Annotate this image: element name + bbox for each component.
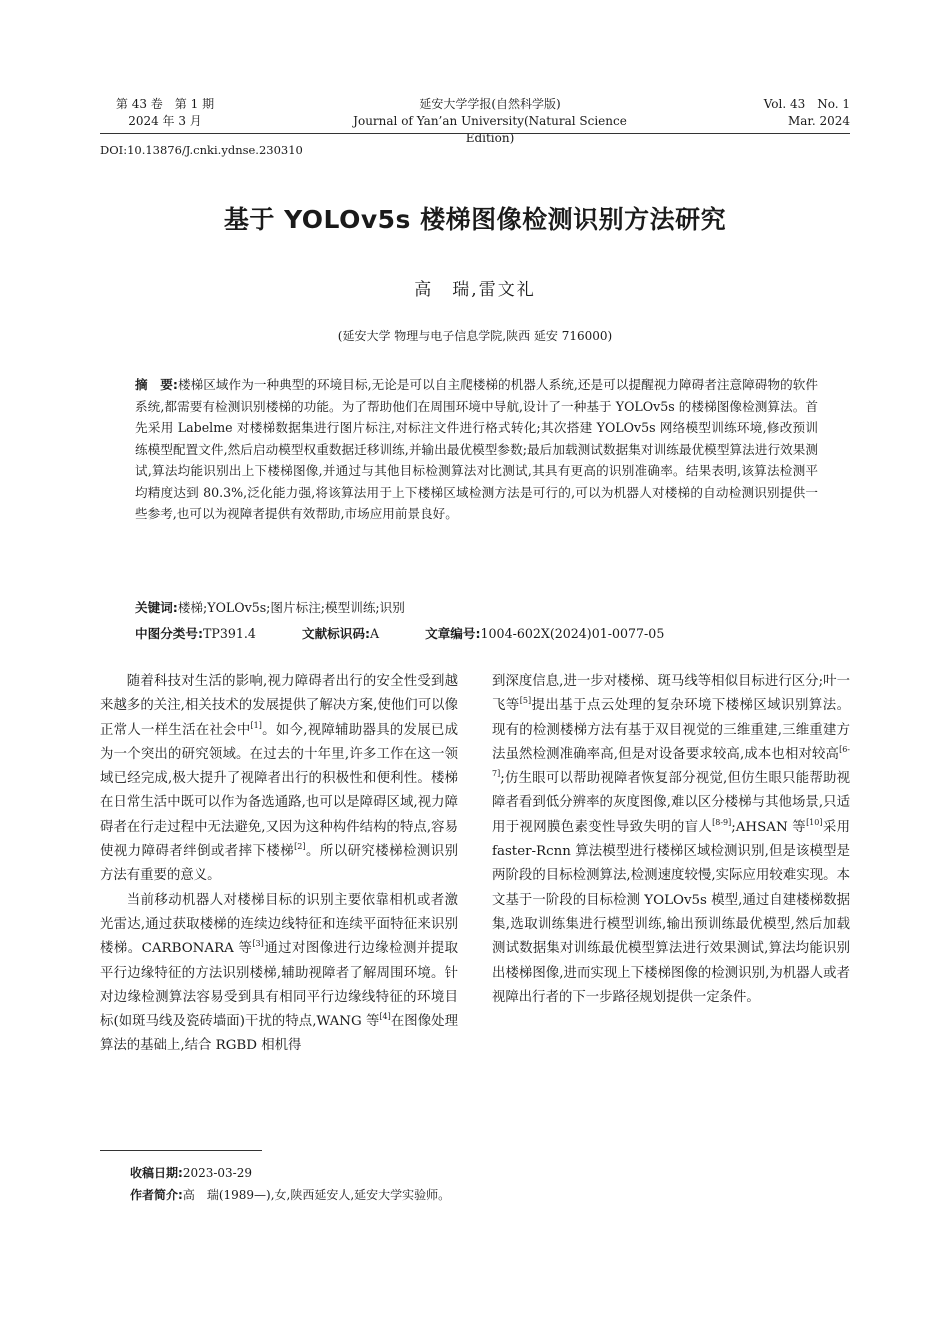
text-run: ;AHSAN 等 (731, 819, 807, 835)
clc-label: 中图分类号: (135, 626, 204, 641)
citation-ref[interactable]: [2] (294, 842, 306, 852)
article-number-value: 1004-602X(2024)01-0077-05 (480, 626, 665, 641)
affiliation: (延安大学 物理与电子信息学院,陕西 延安 716000) (337, 329, 613, 343)
journal-name (330, 96, 650, 147)
abstract (135, 374, 818, 525)
abstract-label: 摘 要: (135, 377, 178, 392)
article-number (425, 626, 664, 641)
received-label: 收稿日期: (130, 1166, 183, 1180)
paragraph-intro-1 (100, 670, 458, 889)
clc-value: TP391.4 (203, 626, 256, 641)
authors: 高 瑞,雷文礼 (414, 280, 536, 300)
text-run: 当前移动机器人对楼梯目标的识别主要依靠相机或者激光雷达,通过获取楼梯的连续边线特征和连续平面特征来识别楼梯。CARBONARA 等 (100, 892, 458, 957)
classification-line (135, 624, 835, 644)
volume-issue-en (740, 96, 850, 130)
citation-ref[interactable]: [6-7] (492, 744, 850, 779)
text-run: 随着科技对生活的影响,视力障碍者出行的安全性受到越来越多的关注,相关技术的发展提供了解决方案,使他们可以像正常人一样生活在社会中 (100, 674, 458, 738)
article-number-label: 文章编号: (425, 626, 481, 641)
citation-ref[interactable]: [10] (806, 817, 823, 827)
paper-title: 基于 YOLOv5s 楼梯图像检测识别方法研究 (223, 205, 727, 234)
header-rule (100, 133, 850, 134)
paragraph-intro-2-cont (492, 670, 850, 1010)
running-header (100, 96, 850, 145)
journal-name-en: Journal of Yan’an University(Natural Science Edition) (353, 114, 627, 145)
author-bio-label: 作者简介: (130, 1188, 183, 1202)
document-code (302, 626, 379, 641)
citation-ref[interactable]: [1] (250, 720, 262, 730)
author-bio-value: 高 瑞(1989—),女,陕西延安人,延安大学实验师。 (182, 1188, 451, 1202)
journal-name-cn: 延安大学学报(自然科学版) (419, 97, 561, 111)
keywords (135, 598, 818, 618)
text-run: 到深度信息,进一步对楼梯、斑马线等相似目标进行区分;叶一飞等 (492, 674, 850, 714)
doc-code-value: A (369, 626, 380, 641)
paragraph-intro-2 (100, 889, 458, 1059)
citation-ref[interactable]: [3] (252, 939, 264, 949)
date-en: Mar. 2024 (787, 114, 850, 128)
text-run: ;仿生眼可以帮助视障者恢复部分视觉,但仿生眼只能帮助视障者看到低分辨率的灰度图像,难以区分楼梯与其他场景,只适用于视网膜色素变性导致失明的盲人 (492, 771, 850, 835)
citation-ref[interactable]: [5] (519, 696, 532, 706)
footnote-received (130, 1164, 252, 1182)
doc-code-label: 文献标识码: (301, 626, 370, 641)
footnote-author (130, 1186, 450, 1204)
text-run: 在图像处理算法的基础上,结合 RGBD 相机得 (100, 1014, 459, 1054)
text-run: 。如今,视障辅助器具的发展已成为一个突出的研究领域。在过去的十年里,许多工作在这一领域已经完成,极大提升了视障者出行的积极性和便利性。楼梯在日常生活中既可以作为备选通路,也可以是障碍区域,视力障碍者在行走过程中无法避免,又因为这种构件结构的特点,容易使视力障碍者绊倒或者摔下楼梯 (100, 722, 458, 860)
text-run: 提出基于点云处理的复杂环境下楼梯区域识别算法。现有的检测楼梯方法有基于双目视觉的三维重建,三维重建方法虽然检测准确率高,但是对设备要求较高,成本也相对较高 (492, 698, 851, 762)
footnote-rule (100, 1150, 262, 1151)
body-column-right (492, 670, 850, 1010)
doi[interactable]: DOI:10.13876/J.cnki.ydnse.230310 (100, 143, 303, 157)
keywords-text: 楼梯;YOLOv5s;图片标注;模型训练;识别 (177, 600, 405, 615)
text-run: 采用 faster-Rcnn 算法模型进行楼梯区域检测识别,但是该模型是两阶段的目标检测算法,检测速度较慢,实际应用较难实现。本文基于一阶段的目标检测 YOLOv5s 模型,通过自建楼梯数据集,选取训练集进行模型训练,输出预训练最优模型,然后加载测试数据集对训练最优模型算法进行效果测试,算法均能识别出楼梯图像,进而实现上下楼梯图像的检测识别,为机器人或者视障出行者的下一步路径规划提供一定条件。 (492, 819, 850, 1005)
citation-ref[interactable]: [4] (379, 1012, 391, 1022)
abstract-text: 楼梯区域作为一种典型的环境目标,无论是可以自主爬楼梯的机器人系统,还是可以提醒视力障碍者注意障碍物的软件系统,都需要有检测识别楼梯的功能。为了帮助他们在周围环境中导航,设计了一种基于 YOLOv5s 的楼梯图像检测算法。首先采用 Labelme 对楼梯数据集进行图片标注,对标注文件进行格式转化;其次搭建 YOLOv5s 网络模型训练环境,修改预训练模型配置文件,然后启动模型权重数据迁移训练,并输出最优模型参数;最后加载测试数据集对训练最优模型算法进行效果测试,算法均能识别出上下楼梯图像,并通过与其他目标检测算法对比测试,其具有更高的识别准确率。结果表明,该算法检测平均精度达到 80.3%,泛化能力强,将该算法用于上下楼梯区域检测方法是可行的,可以为机器人对楼梯的自动检测识别提供一些参考,也可以为视障者提供有效帮助,市场应用前景良好。 (135, 377, 818, 521)
date-cn: 2024 年 3 月 (128, 114, 202, 128)
volume-number-en: Vol. 43 No. 1 (763, 97, 850, 111)
clc-number (135, 626, 256, 641)
citation-ref[interactable]: [8-9] (712, 817, 732, 827)
volume-issue-cn: 第 43 卷 第 1 期 (115, 97, 215, 111)
body-column-left (100, 670, 458, 1059)
keywords-label: 关键词: (135, 600, 178, 615)
volume-issue (100, 96, 230, 130)
received-value: 2023-03-29 (182, 1166, 252, 1180)
text-run: 通过对图像进行边缘检测并提取平行边缘特征的方法识别楼梯,辅助视障者了解周围环境。针对边缘检测算法容易受到具有相同平行边缘线特征的环境目标(如斑马线及瓷砖墙面)干扰的特点,WANG 等 (100, 941, 458, 1030)
text-run: 。所以研究楼梯检测识别方法有重要的意义。 (100, 844, 459, 884)
